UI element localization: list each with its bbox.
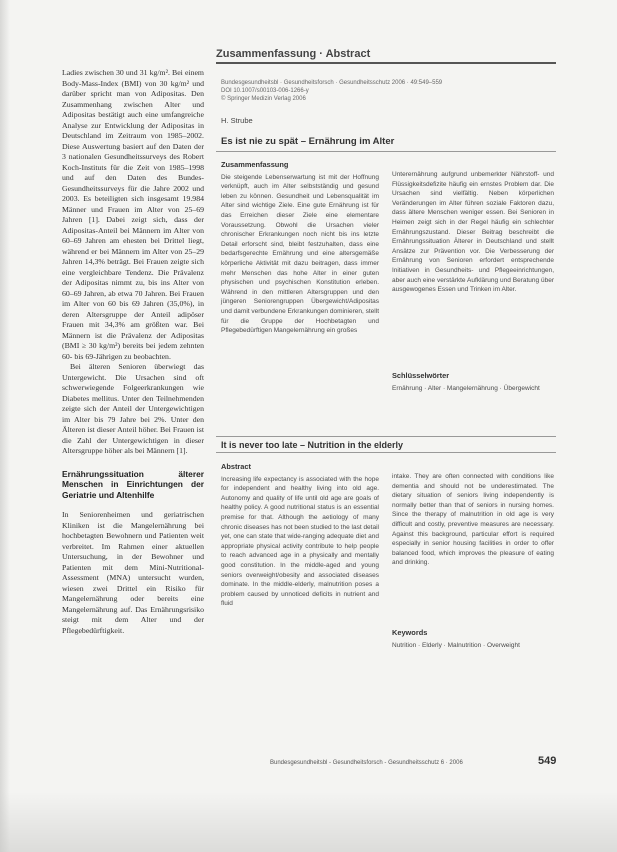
article-title-en: It is never too late – Nutrition in the elderly <box>221 440 404 450</box>
meta-journal: Bundesgesundheitsbl · Gesundheitsforsch · Gesundheitsschutz 2006 · 49:549–559 <box>221 80 443 86</box>
meta-copyright: © Springer Medizin Verlag 2006 <box>221 96 306 102</box>
keywords-de <box>392 371 554 393</box>
keywords-de-label: Schlüsselwörter <box>392 371 450 380</box>
left-paragraph-1: Ladies zwischen 30 und 31 kg/m². Bei einem Body-Mass-Index (BMI) von 30 kg/m² und darüber spricht man von Adipositas. Den Zusammenhang zwischen Alter und Adipositas bestätigt auch eine umfangreiche Analyse zur Entwicklung der Adipositas in Deutschland im Zeitraum von 1985–2002. Diese Auswertung basiert auf den Daten der 3 nationalen Gesundheitssurveys des Robert Koch-Instituts für die Zeit von 1985–1998 und auf den Daten des Bundes-Gesundheitssurveys für die Jahre 2002 und 2003. Es beteiligten sich insgesamt 19.984 Männer und Frauen im Alter von 25–69 Jahren [1]. Dabei zeigt sich, dass der Adipositas-Anteil bei Männern im Alter von 60–69 Jahren am ehesten bei Drittel liegt, während er bei Männern im Alter von 25–29 Jahren 14,3% beträgt. Bei Frauen zeigte sich eine vergleichbare Tendenz. Die Prävalenz der Adipositas nimmt zu, bis ins Alter von 60–69 Jahren, ab etwa 70 Jahren. Bei Frauen im Alter von 60 bis 69 Jahren (35,0%), in deren Altersgruppe der Anteil adipöser Frauen mit 34,3% am größten war. Bei Männern ist die Prävalenz der Adipositas (BMI ≥ 30 kg/m²) bereits bei jedem zehnten 60- bis 69-Jährigen zu beobachten. <box>62 68 204 361</box>
abstract-de-label: Zusammenfassung <box>221 160 289 169</box>
article-metadata <box>221 79 471 103</box>
abstract-de-text-2: Unterernährung aufgrund unbemerkter Nährstoff- und Flüssigkeitsdefizite häufig ein ernstes Problem dar. Die Ursachen sind vielfältig. Neben körperlichen Veränderungen im Alter führen soziale Faktoren dazu, dass ältere Menschen weniger essen. Bei Senioren in Heimen zeigt sich in der Regel häufig ein schlechter Ernährungszustand. Dieser Beitrag beschreibt die Ernährungssituation Älterer in Deutschland und stellt Ansätze zur Prävention vor. Die Verbesserung der Ernährung von Senioren erfordert entsprechende Initiativen in Gesundheits- und Pflegeeinrichtungen, aber auch eine verstärkte Aufklärung und Beratung über ausgewogenes Essen und Trinken im Alter. <box>392 171 554 294</box>
abstract-en-label: Abstract <box>221 462 251 471</box>
abstract-de-column-2 <box>392 170 554 295</box>
keywords-en-label: Keywords <box>392 628 428 637</box>
meta-doi: DOI 10.1007/s00103-006-1266-y <box>221 88 309 94</box>
left-paragraph-3: In Seniorenheimen und geriatrischen Kliniken ist die Mangelernährung bei hochbetagten Bewohnern und Patienten weit verbreitet. Im Rahmen einer aktuellen Untersuchung, in der Bewohner und Patienten mit dem Mini-Nutritional-Assessment (MNA) untersucht wurden, wiesen zwei Drittel ein Risiko für Mangelernährung oder bereits eine Mangelernährung auf. Das Ernährungsrisiko steigt mit dem Alter und der Pflegebedürftigkeit. <box>62 510 204 635</box>
title-rule-de <box>216 151 556 152</box>
keywords-de-text: Ernährung · Alter · Mangelernährung · Übergewicht <box>392 384 540 392</box>
abstract-en-text-1: Increasing life expectancy is associated with the hope for independent and healthy living into old age. Autonomy and quality of life until old age are goals of healthy policy. A good nutritional status is an essential premise for that. Although the aetiology of many chronic diseases has not been studied to the last detail yet, one can state that wide-ranging adequate diet and appropriate physical activity contribute to help people to reach advanced age in a physically and mentally good constitution. In the middle-aged and young seniors overweight/obesity and associated diseases dominate. In the middle-elderly, malnutrition poses a problem caused by unnoticed deficits in nutrient and fluid <box>221 475 379 608</box>
page-number: 549 <box>538 755 557 767</box>
title-rule-en-top <box>216 436 556 437</box>
header-rule <box>216 62 556 64</box>
abstract-en-text-2: intake. They are often connected with conditions like dementia and should not be underestimated. The dietary situation of seniors living independently is normally better than that of seniors in nursing homes. Since the therapy of malnutrition in old age is very difficult and costly, preventive measures are necessary. Against this background, particular effort is required especially in senior housing facilities in order to offer balanced food, which improves the pleasure of eating and drinking. <box>392 473 554 567</box>
scan-shadow-bottom <box>0 792 617 852</box>
footer-journal: Bundesgesundheitsbl - Gesundheitsforsch - Gesundheitsschutz 6 · 2006 <box>270 760 463 766</box>
author-name: H. Strube <box>221 116 253 125</box>
left-column-text <box>62 68 204 636</box>
abstract-en-column-1 <box>221 462 379 609</box>
abstract-en-column-2 <box>392 472 554 568</box>
article-title-de: Es ist nie zu spät – Ernährung im Alter <box>221 136 395 147</box>
title-rule-en <box>216 452 556 453</box>
left-paragraph-2: Bei älteren Senioren überwiegt das Untergewicht. Die Ursachen sind oft schwerwiegende Folgeerkrankungen wie Diabetes mellitus. Unter den Teilnehmenden zeigte sich der Anteil der Untergewichtigen im Alter bis 79 Jahre bei 2%. Unter den Älteren ist dieser Anteil höher. Bei Frauen ist die Zahl der Untergewichtigen in dieser Altersgruppe höher als bei Männern [1]. <box>62 362 204 455</box>
abstract-de-text-1: Die steigende Lebenserwartung ist mit der Hoffnung verknüpft, auch im Alter selbstständig und gesund leben zu können. Gesundheit und Lebensqualität im Alter sind wichtige Ziele. Eine gute Ernährung ist für das Erreichen dieser Ziele eine elementare Voraussetzung. Obwohl die Ursachen vieler chronischer Erkrankungen noch nicht bis ins letzte Detail erforscht sind, bleibt festzuhalten, dass eine bedarfsgerechte Ernährung und eine altersgemäße körperliche Aktivität mit dazu beitragen, dass immer mehr Menschen das hohe Alter in einer guten physischen und psychischen Konstitution erleben. Während in den mittleren Altersgruppen und den jüngeren Seniorengruppen Übergewicht/Adipositas und damit verbundene Erkrankungen dominieren, stellt für die Gruppe der Hochbetagten und Pflegebedürftigen Mangelernährung ein großes <box>221 173 379 335</box>
running-header: Zusammenfassung · Abstract <box>216 48 371 60</box>
scan-shadow-left <box>0 0 10 852</box>
abstract-de-column-1 <box>221 160 379 336</box>
keywords-en-text: Nutrition · Elderly · Malnutrition · Overweight <box>392 641 520 649</box>
keywords-en <box>392 628 554 650</box>
section-heading: Ernährungssituation älterer Menschen in Einrichtungen der Geriatrie und Altenhilfe <box>62 468 204 500</box>
